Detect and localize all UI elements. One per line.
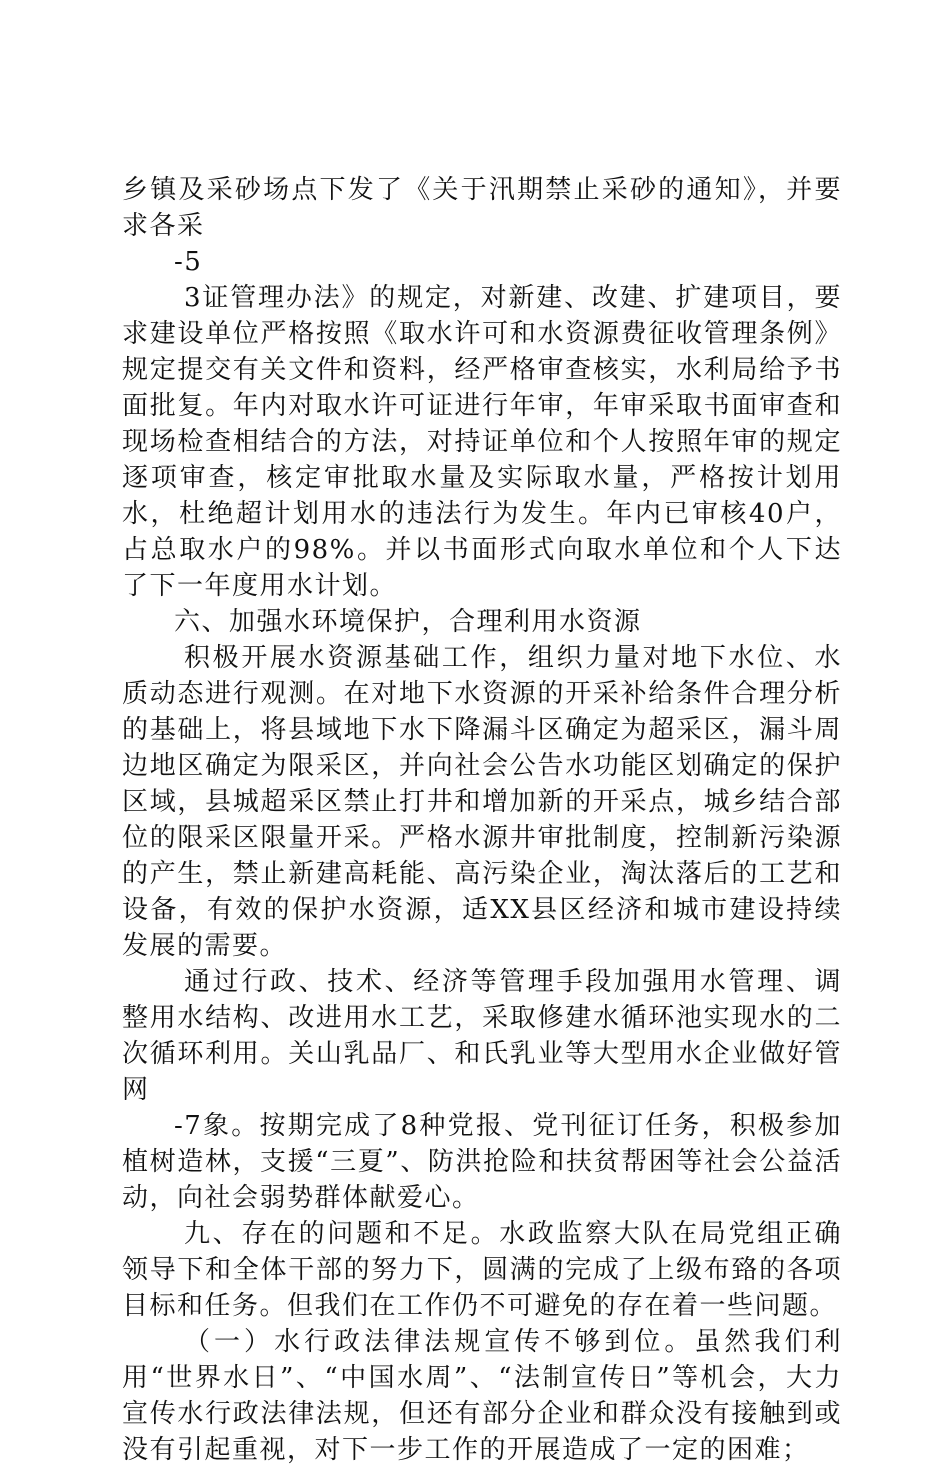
paragraph-5: -7象。按期完成了8种党报、党刊征订任务，积极参加植树造林，支援“三夏”、防洪抢险和扶贫帮困等社会公益活动，向社会弱势群体献爱心。 [122, 1111, 842, 1213]
document-body [122, 172, 842, 1468]
page-number-marker: -5 [174, 247, 203, 277]
section-heading-9: 九、存在的问题和不足。水政监察大队在局党组正确领导下和全体干部的努力下，圆满的完成了上级布臵的各项目标和任务。但我们在工作仍不可避免的存在着一些问题。 [122, 1219, 842, 1321]
section-heading-6: 六、加强水环境保护，合理利用水资源 [174, 607, 642, 637]
paragraph-3: 积极开展水资源基础工作，组织力量对地下水位、水质动态进行观测。在对地下水资源的开采补给条件合理分析的基础上，将县域地下水下降漏斗区确定为超采区，漏斗周边地区确定为限采区，并向社会公告水功能区划确定的保护区域，县城超采区禁止打井和增加新的开采点，城乡结合部位的限采区限量开采。严格水源井审批制度，控制新污染源的产生，禁止新建高耗能、高污染企业，淘汰落后的工艺和设备，有效的保护水资源，适XX县区经济和城市建设持续发展的需要。 [122, 643, 842, 961]
paragraph-2: 3证管理办法》的规定，对新建、改建、扩建项目，要求建设单位严格按照《取水许可和水资源费征收管理条例》规定提交有关文件和资料，经严格审查核实，水利局给予书面批复。年内对取水许可证进行年审，年审采取书面审查和现场检查相结合的方法，对持证单位和个人按照年审的规定逐项审查，核定审批取水量及实际取水量，严格按计划用水，杜绝超计划用水的违法行为发生。年内已审核40户，占总取水户的98%。并以书面形式向取水单位和个人下达了下一年度用水计划。 [122, 283, 842, 601]
paragraph-1: 乡镇及采砂场点下发了《关于汛期禁止采砂的通知》，并要求各采 [122, 175, 842, 241]
paragraph-6: （一）水行政法律法规宣传不够到位。虽然我们利用“世界水日”、“中国水周”、“法制宣传日”等机会，大力宣传水行政法律法规，但还有部分企业和群众没有接触到或没有引起重视，对下一步工作的开展造成了一定的困难； [122, 1327, 842, 1465]
paragraph-4: 通过行政、技术、经济等管理手段加强用水管理、调整用水结构、改进用水工艺，采取修建水循环池实现水的二次循环利用。关山乳品厂、和氏乳业等大型用水企业做好管网 [122, 967, 842, 1105]
